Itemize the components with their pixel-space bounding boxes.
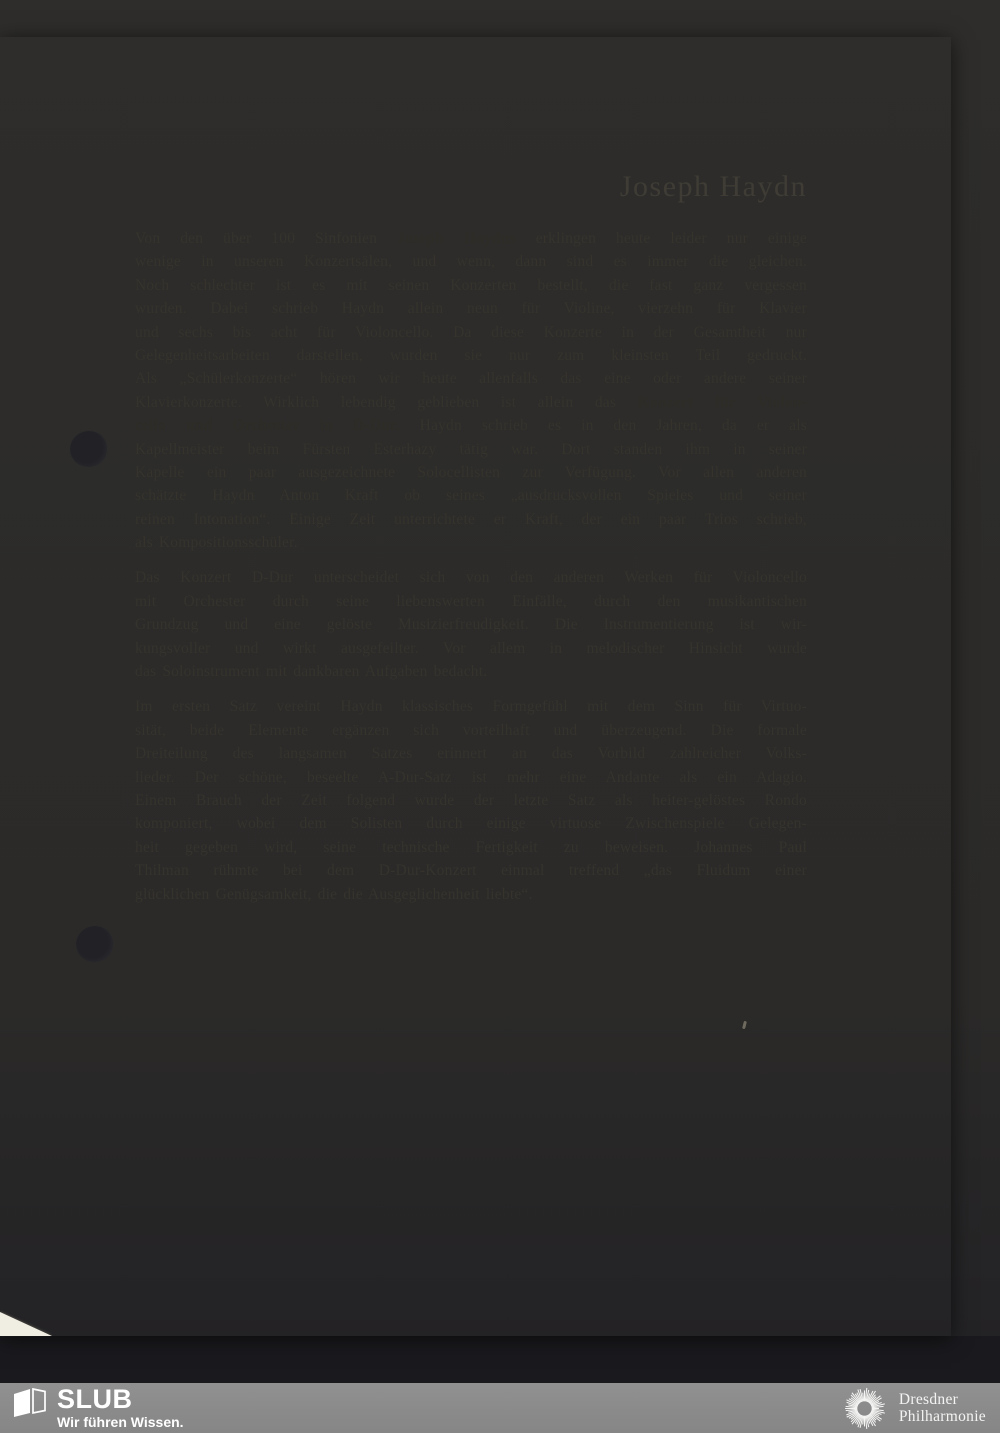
text-line: Kapellmeister beim Fürsten Esterhazy tätig war. Dort standen ihm in seiner	[135, 440, 807, 458]
slub-book-icon	[13, 1387, 47, 1417]
paragraph	[135, 227, 807, 554]
paragraph	[135, 695, 807, 906]
text-line: glücklichen Genügsamkeit, die die Ausgeglichenheit liebte“.	[135, 885, 533, 903]
philharmonie-wordmark	[899, 1391, 986, 1425]
text-line: Grundzug und eine gelöste Musizierfreudigkeit. Die Instrumentierung ist wir-	[135, 616, 807, 634]
text-line: cello und Orchester in D-Dur. Haydn schrieb es in den Jahren, da er als	[135, 417, 807, 435]
text-line: Von den über 100 Sinfonien Joseph Haydns erklingen heute leider nur einige	[135, 230, 807, 247]
page-title: Joseph Haydn	[619, 170, 807, 203]
text-line: Einem Brauch der Zeit folgend wurde der letzte Satz als heiter-gelöstes Rondo	[135, 791, 807, 809]
text-line: Als „Schülerkonzerte“ hören wir heute allenfalls das eine oder andere seiner	[135, 370, 807, 388]
scanned-page[interactable]	[0, 37, 951, 1336]
text-line: schätzte Haydn Anton Kraft ob seines „ausdrucksvollen Spieles und seiner	[135, 487, 807, 505]
text-line: Kapelle ein paar ausgezeichnete Solocellisten zur Verfügung. Vor allen anderen	[135, 463, 807, 481]
text-line: Noch schlechter ist es mit seinen Konzerten bestellt, die fast ganz vergessen	[135, 276, 807, 294]
philharmonie-starburst-icon	[842, 1386, 887, 1431]
text-line: Dreiteilung des langsamen Satzes erinnert an das Vorbild zahlreicher Volks-	[135, 745, 807, 763]
text-line: Im ersten Satz vereint Haydn klassisches Formgefühl mit dem Sinn für Virtuo-	[135, 698, 807, 716]
text-line: sität, beide Elemente ergänzen sich vorteilhaft und überzeugend. Die formale	[135, 721, 807, 739]
slub-wordmark: SLUB	[57, 1383, 133, 1414]
slub-logo-link[interactable]	[13, 1383, 184, 1430]
text-line: wurden. Dabei schrieb Haydn allein neun für Violine, vierzehn für Klavier	[135, 300, 807, 318]
scan-speck	[742, 1021, 747, 1029]
background-strip	[0, 1336, 1000, 1383]
text-line: als Kompositionsschüler.	[135, 534, 298, 552]
text-line: heit gegeben wird, seine technische Fertigkeit zu beweisen. Johannes Paul	[135, 838, 807, 856]
text-line: das Soloinstrument mit dankbaren Aufgaben bedacht.	[135, 663, 488, 681]
text-line: Gelegenheitsarbeiten darstellen, wurden sie nur zum kleinsten Teil gedruckt.	[135, 346, 807, 364]
philharmonie-line2: Philharmonie	[898, 1408, 986, 1425]
text-line: komponiert, wobei dem Solisten durch einige virtuose Zwischenspiele Gelegen-	[135, 815, 807, 833]
page-corner-fold	[0, 1312, 52, 1336]
text-line: wenige in unseren Konzertsälen, und wenn, dann sind es immer die gleichen.	[135, 253, 807, 271]
paragraph	[135, 566, 807, 683]
text-line: kungsvoller und wirkt ausgefeilter. Vor allem in melodischer Hinsicht wurde	[135, 639, 807, 657]
text-line: Das Konzert D-Dur unterscheidet sich von den anderen Werken für Violoncello	[135, 569, 807, 587]
philharmonie-line1: Dresdner	[898, 1391, 959, 1408]
text-line: Thilman rühmte bei dem D-Dur-Konzert einmal treffend „das Fluidum einer	[135, 862, 807, 880]
text-block	[135, 227, 807, 906]
text-line: mit Orchester durch seine liebenswerten Einfälle, durch den musikantischen	[135, 592, 807, 610]
text-line: reinen Intonation“. Einige Zeit unterrichtete er Kraft, der ein paar Trios schrieb,	[135, 510, 807, 528]
punch-hole-top	[70, 431, 107, 467]
viewer-footer-bar	[0, 1383, 1000, 1433]
philharmonie-logo-link[interactable]	[842, 1386, 986, 1431]
slub-tagline: Wir führen Wissen.	[57, 1413, 184, 1430]
text-line: Klavierkonzerte. Wirklich lebendig geblieben ist allein das Konzert für Violon-	[135, 393, 807, 411]
text-line: und sechs bis acht für Violoncello. Da diese Konzerte in der Gesamtheit nur	[135, 323, 807, 341]
punch-hole-bottom	[76, 926, 113, 962]
text-line: lieder. Der schöne, beseelte A-Dur-Satz ist mehr eine Andante als ein Adagio.	[135, 768, 807, 786]
